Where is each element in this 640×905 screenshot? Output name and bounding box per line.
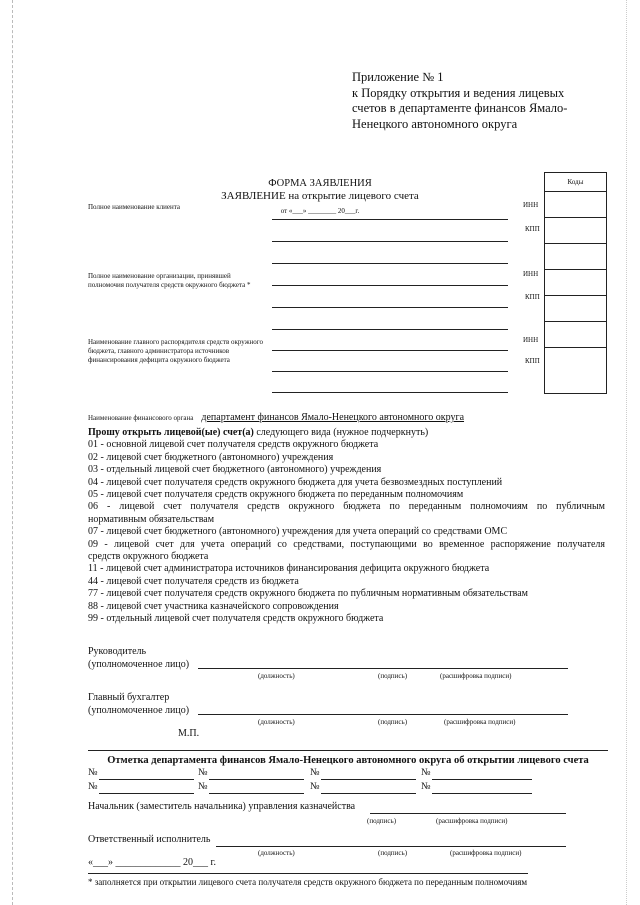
chief-admin-line[interactable] (272, 350, 508, 351)
accountant-signature-line[interactable] (198, 714, 568, 715)
signature-caption: (подпись) (367, 817, 397, 825)
accountant-label (88, 691, 189, 717)
head-title: Руководитель (88, 646, 147, 657)
number-field[interactable] (321, 779, 416, 780)
account-type-item[interactable]: 77 - лицевой счет получателя средств окружного бюджета по публичным нормативным обязательствам (88, 588, 528, 600)
chief-admin-line[interactable] (272, 392, 508, 393)
account-type-item[interactable]: 03 - отдельный лицевой счет бюджетного (автономного) учреждения (88, 464, 382, 476)
request-lead-bold: Прошу открыть лицевой(ые) счет(а) (88, 427, 254, 438)
account-type-item[interactable]: 88 - лицевой счет участника казначейского сопровождения (88, 600, 339, 612)
treasury-chief-label: Начальник (заместитель начальника) управления казначейства (88, 801, 356, 812)
code-cell[interactable] (545, 270, 606, 296)
request-lead (88, 427, 605, 439)
position-caption: (должность) (258, 672, 295, 680)
chief-admin-line[interactable] (272, 371, 508, 372)
accountant-title: Главный бухгалтер (88, 692, 170, 703)
account-type-item[interactable]: 04 - лицевой счет получателя средств окружного бюджета для учета безвозмездных поступлений (88, 476, 503, 488)
number-field[interactable] (99, 779, 194, 780)
kpp-label: КПП (525, 293, 540, 301)
account-type-item[interactable]: 01 - основной лицевой счет получателя средств окружного бюджета (88, 439, 379, 451)
inn-label: ИНН (523, 336, 539, 344)
code-cell[interactable] (545, 218, 606, 244)
account-type-item[interactable]: 06 - лицевой счет получателя средств окружного бюджета по переданным полномочиям по публичным (88, 501, 605, 513)
code-cell[interactable] (545, 244, 606, 270)
footnote-divider (88, 873, 528, 874)
executor-label: Ответственный исполнитель (88, 834, 211, 845)
accountant-subtitle: (уполномоченное лицо) (88, 705, 190, 716)
appendix-line: счетов в департаменте финансов Ямало- (352, 101, 568, 115)
codes-header: Коды (545, 173, 606, 192)
number-label: № (421, 767, 431, 778)
executor-line[interactable] (216, 846, 566, 847)
signature-caption: (подпись) (378, 849, 408, 857)
client-name-label: Полное наименование клиента (88, 203, 180, 211)
head-label (88, 645, 189, 671)
number-field[interactable] (432, 779, 532, 780)
number-label: № (310, 767, 320, 778)
appendix-line: Ненецкого автономного округа (352, 116, 518, 131)
mark-title: Отметка департамента финансов Ямало-Ненецкого автономного округа об открытии лицевого счета (107, 755, 589, 766)
fin-org-value: департамент финансов Ямало-Ненецкого автономного округа (201, 412, 465, 423)
code-cell[interactable] (545, 296, 606, 322)
client-name-line[interactable] (272, 241, 508, 242)
decoding-caption: (расшифровка подписи) (436, 817, 508, 825)
account-type-item-cont: нормативным обязательствам (88, 513, 215, 525)
org-name-label: Полное наименование организации, принявшей полномочия получателя средств окружного бюджета * (88, 272, 251, 289)
treasury-chief-line[interactable] (370, 813, 566, 814)
org-name-line[interactable] (272, 329, 508, 330)
head-signature-line[interactable] (198, 668, 568, 669)
account-type-item[interactable]: 02 - лицевой счет бюджетного (автономного) учреждения (88, 451, 334, 463)
number-label: № (310, 781, 320, 792)
position-caption: (должность) (258, 718, 295, 726)
account-type-item[interactable]: 07 - лицевой счет бюджетного (автономного) учреждения для учета операций со средствами ОМС (88, 526, 508, 538)
inn-label: ИНН (523, 201, 539, 209)
code-cell[interactable] (545, 348, 606, 373)
signature-caption: (подпись) (378, 672, 408, 680)
account-type-item[interactable]: 11 - лицевой счет администратора источников финансирования дефицита окружного бюджета (88, 563, 490, 575)
number-label: № (198, 767, 208, 778)
scan-edge-left (12, 0, 14, 905)
fin-org-row (88, 407, 464, 425)
account-type-item[interactable]: 09 - лицевой счет для учета операций со средствами, поступающими во временное распоряжение получателя (88, 538, 605, 550)
account-type-item[interactable]: 44 - лицевой счет получателя средств из бюджета (88, 575, 299, 587)
code-cell[interactable] (545, 322, 606, 348)
client-name-line[interactable] (272, 219, 508, 220)
codes-table (544, 172, 607, 394)
kpp-label: КПП (525, 225, 540, 233)
scan-edge-right (626, 0, 628, 905)
number-field[interactable] (321, 793, 416, 794)
number-field[interactable] (209, 779, 304, 780)
request-lead-rest: следующего вида (нужное подчеркнуть) (253, 427, 429, 438)
account-type-item[interactable]: 05 - лицевой счет получателя средств окружного бюджета по переданным полномочиям (88, 489, 464, 501)
appendix-block (352, 70, 622, 132)
date-line: от «___» ________ 20___г. (280, 207, 360, 215)
number-label: № (88, 767, 98, 778)
number-field[interactable] (432, 793, 532, 794)
decoding-caption: (расшифровка подписи) (444, 718, 516, 726)
account-type-item-cont: средств окружного бюджета (88, 551, 209, 563)
fin-org-label: Наименование финансового органа (88, 414, 194, 422)
kpp-label: КПП (525, 357, 540, 365)
inn-label: ИНН (523, 270, 539, 278)
number-field[interactable] (99, 793, 194, 794)
org-name-line[interactable] (272, 307, 508, 308)
client-name-line[interactable] (272, 263, 508, 264)
decoding-caption: (расшифровка подписи) (450, 849, 522, 857)
org-name-line[interactable] (272, 285, 508, 286)
mark-date[interactable]: «___» _____________ 20___ г. (88, 857, 216, 868)
chief-admin-label: Наименование главного распорядителя средств окружного бюджета, главного администратора источников финансирования дефицита окружного бюджета (88, 338, 263, 364)
number-field[interactable] (209, 793, 304, 794)
decoding-caption: (расшифровка подписи) (440, 672, 512, 680)
code-cell[interactable] (545, 192, 606, 218)
stamp-place: М.П. (178, 728, 200, 739)
appendix-line: к Порядку открытия и ведения лицевых (352, 85, 565, 100)
position-caption: (должность) (258, 849, 295, 857)
form-title: ФОРМА ЗАЯВЛЕНИЯ (268, 178, 372, 189)
request-block (88, 427, 605, 626)
signature-caption: (подпись) (378, 718, 408, 726)
statement-title: ЗАЯВЛЕНИЕ на открытие лицевого счета (221, 190, 419, 202)
number-label: № (421, 781, 431, 792)
appendix-line: Приложение № 1 (352, 70, 444, 84)
section-divider (88, 750, 608, 751)
head-subtitle: (уполномоченное лицо) (88, 659, 190, 670)
footnote: * заполняется при открытии лицевого счета получателя средств окружного бюджета по переданным полномочиям (88, 877, 528, 887)
number-label: № (198, 781, 208, 792)
number-label: № (88, 781, 98, 792)
account-type-item[interactable]: 99 - отдельный лицевой счет получателя средств окружного бюджета (88, 613, 384, 625)
